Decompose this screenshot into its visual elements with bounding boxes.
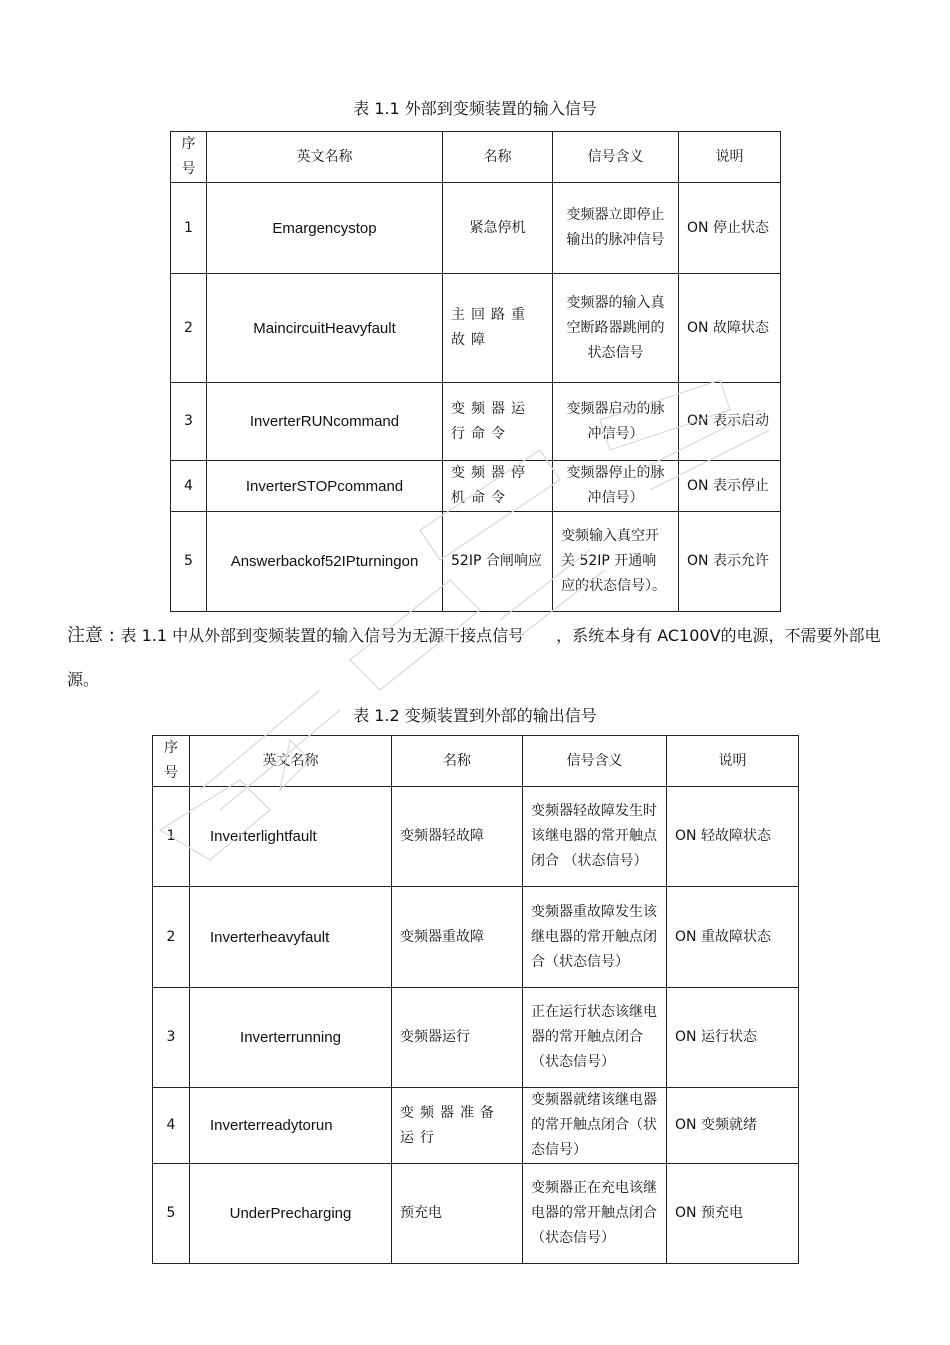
row-name: 52IP 合闸响应: [443, 512, 553, 612]
note-text: 表 1.1 中从外部到变频装置的输入信号为无源干接点信号 ，系统本身有 AC100V的电源，不需要外部电源。: [67, 626, 881, 689]
header-en-name: 英文名称: [207, 132, 443, 183]
table-row: [153, 1164, 799, 1264]
row-note: ON 运行状态: [667, 988, 799, 1088]
row-note: ON 表示允许: [679, 512, 781, 612]
row-name: 变频器轻故障: [392, 787, 523, 887]
row-no: 5: [171, 512, 207, 612]
row-meaning: 变频器启动的脉冲信号）: [553, 383, 679, 461]
row-no: 1: [153, 787, 190, 887]
row-en-name: InverterSTOPcommand: [207, 461, 443, 512]
row-note: ON 停止状态: [679, 183, 781, 274]
row-no: 3: [171, 383, 207, 461]
output-signal-table: [152, 735, 799, 1264]
table-row: [153, 1088, 799, 1164]
row-name: 紧急停机: [443, 183, 553, 274]
row-meaning: 变频器轻故障发生时该继电器的常开触点闭合 （状态信号）: [523, 787, 667, 887]
row-note: ON 轻故障状态: [667, 787, 799, 887]
row-meaning: 变频器重故障发生该继电器的常开触点闭合（状态信号）: [523, 887, 667, 988]
table-row: [171, 183, 781, 274]
header-meaning: 信号含义: [523, 736, 667, 787]
row-name: 预充电: [392, 1164, 523, 1264]
row-no: 2: [153, 887, 190, 988]
row-no: 4: [153, 1088, 190, 1164]
row-name: 主回路重故障: [443, 274, 553, 383]
note-label: 注意 :: [67, 625, 121, 646]
row-no: 3: [153, 988, 190, 1088]
input-signal-table: [170, 131, 781, 612]
row-en-name: MaincircuitHeavyfault: [207, 274, 443, 383]
header-no: 序号: [153, 736, 190, 787]
row-name: 变频器停机命令: [443, 461, 553, 512]
row-name: 变频器运行命令: [443, 383, 553, 461]
row-meaning: 变频器的输入真空断路器跳闸的状态信号: [553, 274, 679, 383]
row-en-name: Inverterlightfault: [190, 787, 392, 887]
table-row: [153, 787, 799, 887]
table-row: [171, 461, 781, 512]
row-meaning: 变频器停止的脉冲信号）: [553, 461, 679, 512]
row-note: ON 表示启动: [679, 383, 781, 461]
row-en-name: UnderPrecharging: [190, 1164, 392, 1264]
note-paragraph: [67, 614, 887, 702]
row-note: ON 变频就绪: [667, 1088, 799, 1164]
header-en-name: 英文名称: [190, 736, 392, 787]
header-name: 名称: [392, 736, 523, 787]
table-header-row: [171, 132, 781, 183]
row-meaning: 变频器立即停止输出的脉冲信号: [553, 183, 679, 274]
row-note: ON 预充电: [667, 1164, 799, 1264]
header-note: 说明: [667, 736, 799, 787]
row-no: 5: [153, 1164, 190, 1264]
row-meaning: 正在运行状态该继电器的常开触点闭合（状态信号）: [523, 988, 667, 1088]
header-name: 名称: [443, 132, 553, 183]
row-en-name: Inverterheavyfault: [190, 887, 392, 988]
row-name: 变频器准备运行: [392, 1088, 523, 1164]
table-header-row: [153, 736, 799, 787]
row-no: 1: [171, 183, 207, 274]
row-name: 变频器重故障: [392, 887, 523, 988]
row-en-name: InverterRUNcommand: [207, 383, 443, 461]
row-meaning: 变频器就绪该继电器的常开触点闭合（状态信号）: [523, 1088, 667, 1164]
table1-caption: 表 1.1 外部到变频装置的输入信号: [353, 99, 597, 118]
table-row: [153, 887, 799, 988]
row-en-name: Emargencystop: [207, 183, 443, 274]
header-note: 说明: [679, 132, 781, 183]
row-name: 变频器运行: [392, 988, 523, 1088]
row-en-name: Inverterrunning: [190, 988, 392, 1088]
table-row: [171, 274, 781, 383]
row-en-name: Inverterreadytorun: [190, 1088, 392, 1164]
row-en-name: Answerbackof52IPturningon: [207, 512, 443, 612]
row-note: ON 故障状态: [679, 274, 781, 383]
row-note: ON 表示停止: [679, 461, 781, 512]
row-meaning: 变频输入真空开关 52IP 开通响应的状态信号）。: [553, 512, 679, 612]
table-row: [171, 512, 781, 612]
header-meaning: 信号含义: [553, 132, 679, 183]
row-no: 4: [171, 461, 207, 512]
row-meaning: 变频器正在充电该继电器的常开触点闭合（状态信号）: [523, 1164, 667, 1264]
table-row: [153, 988, 799, 1088]
row-note: ON 重故障状态: [667, 887, 799, 988]
table-row: [171, 383, 781, 461]
row-no: 2: [171, 274, 207, 383]
header-no: 序号: [171, 132, 207, 183]
table2-caption: 表 1.2 变频装置到外部的输出信号: [353, 706, 597, 725]
